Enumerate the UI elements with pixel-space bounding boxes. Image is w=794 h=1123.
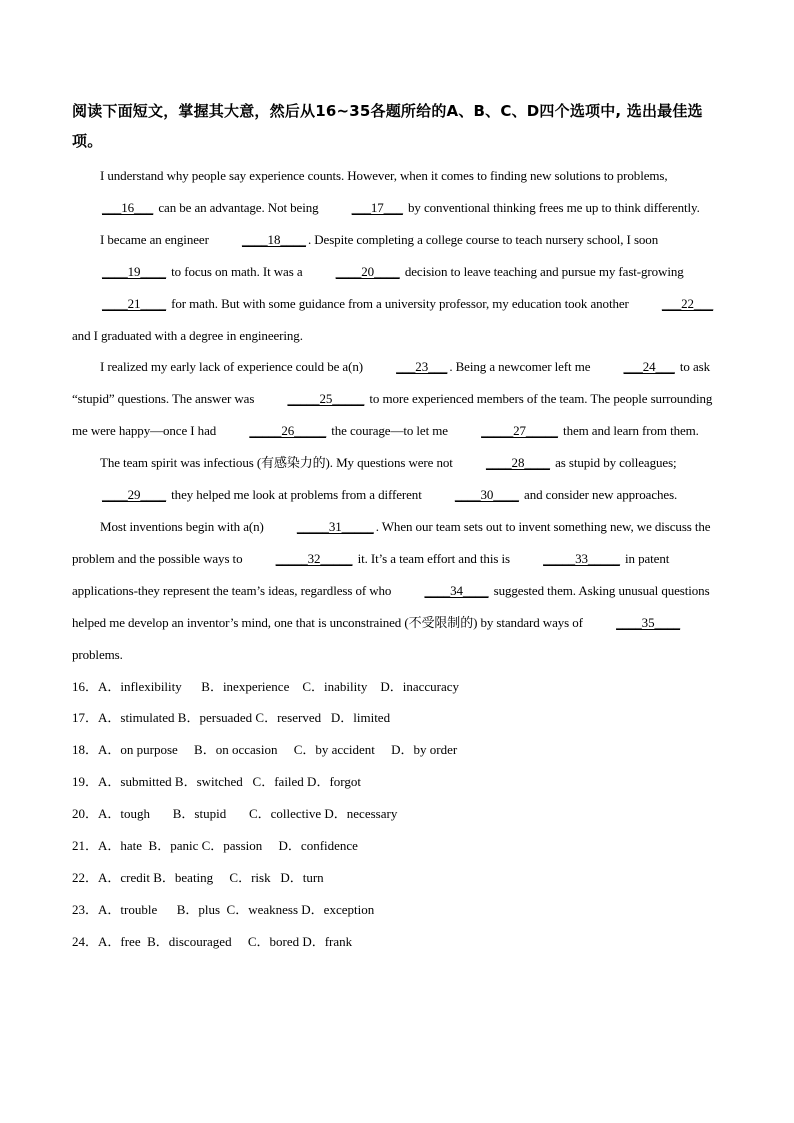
text-run: for math. But with some guidance from a university professor, my education took another — [168, 295, 632, 311]
text-run: problems. — [72, 646, 123, 662]
blank-17: ___17___ — [351, 199, 403, 215]
text-run: to ask “stupid” questions. The answer was — [72, 359, 710, 407]
text-run: to focus on math. It was a — [168, 263, 306, 279]
blank-21: ____21____ — [102, 295, 167, 311]
text-run: and I graduated with a degree in engineering. — [72, 327, 303, 343]
blank-31: _____31_____ — [296, 518, 374, 534]
text-run: I understand why people say experience counts. However, when it comes to finding new solutions to problems, — [100, 168, 668, 183]
worksheet-page — [72, 96, 724, 958]
blank-25: _____25_____ — [287, 391, 365, 407]
blank-29: ____29____ — [102, 487, 167, 503]
option-row-18: 18．A．on purpose B．on occasion C．by accident D．by order — [72, 742, 458, 758]
passage — [72, 160, 724, 671]
blank-27: _____27_____ — [481, 423, 558, 439]
text-run: I became an engineer — [100, 231, 212, 247]
option-row-16: 16．A．inflexibility B．inexperience C．inability D．inaccuracy — [72, 678, 460, 694]
text-run: to more experienced members of the team. The people surrounding me were happy—once I had — [72, 391, 713, 439]
blank-28: ____28____ — [485, 455, 550, 471]
text-run: decision to leave teaching and pursue my fast-growing — [401, 263, 684, 279]
text-run: suggested them. Asking unusual questions helped me develop an inventor’s mind, one that is unconstrained (不受限制的) by standard ways of — [72, 582, 710, 630]
text-run: it. It’s a team effort and this is — [354, 550, 514, 566]
blank-16: ___16___ — [102, 199, 154, 215]
text-run: and consider new approaches. — [520, 487, 678, 503]
blank-26: _____26_____ — [249, 423, 327, 439]
blank-19: ____19____ — [102, 263, 167, 279]
blank-22: ___22___ — [661, 295, 714, 311]
text-run: I realized my early lack of experience could be a(n) — [100, 359, 367, 375]
paragraph — [72, 447, 724, 511]
option-row-24: 24．A．free B．discouraged C．bored D．frank — [72, 933, 353, 949]
text-run: as stupid by colleagues; — [551, 455, 677, 471]
text-run: . Despite completing a college course to teach nursery school, I soon — [307, 231, 659, 247]
blank-32: _____32_____ — [275, 550, 353, 566]
option-row-17: 17．A．stimulated B．persuaded C．reserved D．limited — [72, 710, 391, 726]
blank-34: ____34____ — [424, 582, 489, 598]
text-run: The team spirit was infectious (有感染力的). My questions were not — [100, 455, 456, 471]
answer-options — [72, 671, 724, 958]
blank-33: _____33_____ — [543, 550, 620, 566]
text-run: . Being a newcomer left me — [449, 359, 594, 375]
paragraph — [72, 160, 724, 224]
option-row-23: 23．A．trouble B．plus C．weakness D．exception — [72, 901, 375, 917]
option-row-22: 22．A．credit B．beating C．risk D．turn — [72, 869, 324, 885]
option-row-21: 21．A．hate B．panic C．passion D．confidence — [72, 838, 358, 854]
blank-20: ____20____ — [335, 263, 400, 279]
paragraph — [72, 511, 724, 671]
paragraph — [72, 224, 724, 352]
blank-35: ____35____ — [616, 614, 681, 630]
blank-18: ____18____ — [241, 231, 306, 247]
text-run: . When our team sets out to invent something new, we discuss the problem and the possible ways to — [72, 518, 711, 566]
blank-30: ____30____ — [454, 487, 519, 503]
option-row-20: 20．A．tough B．stupid C．collective D．necessary — [72, 806, 398, 822]
text-run: them and learn from them. — [559, 423, 699, 439]
blank-23: ___23___ — [396, 359, 448, 375]
text-run: in patent applications-they represent the team’s ideas, regardless of who — [72, 550, 670, 598]
text-run: they helped me look at problems from a different — [168, 487, 425, 503]
text-run: Most inventions begin with a(n) — [100, 518, 267, 534]
text-run: by conventional thinking frees me up to think differently. — [404, 199, 700, 215]
option-row-19: 19．A．submitted B．switched C．failed D．forgot — [72, 774, 361, 790]
instruction-heading: 阅读下面短文，掌握其大意，然后从16~35各题所给的A、B、C、D四个选项中, 选出最佳选项。 — [72, 102, 703, 150]
text-run: can be an advantage. Not being — [155, 199, 322, 215]
blank-24: ___24___ — [623, 359, 675, 375]
paragraph — [72, 351, 724, 447]
text-run: the courage—to let me — [328, 423, 452, 439]
